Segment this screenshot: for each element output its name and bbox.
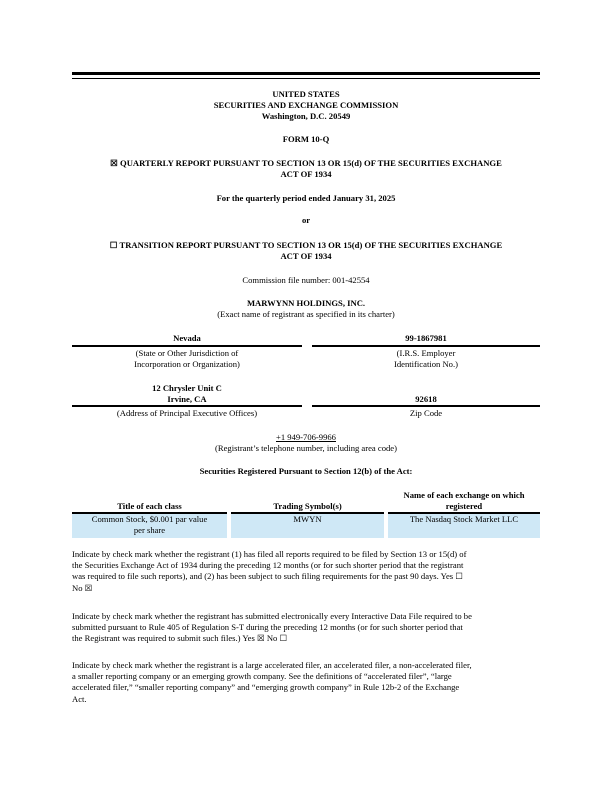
trading-symbol-cell bbox=[231, 514, 384, 538]
exchange-cell bbox=[388, 514, 540, 538]
col3-header-1: Name of each exchange on which bbox=[403, 490, 525, 500]
ein-underline bbox=[312, 345, 540, 347]
top-rule-thin bbox=[72, 78, 540, 79]
address-caption: (Address of Principal Executive Offices) bbox=[116, 408, 258, 418]
quarterly-report-line: ☒ QUARTERLY REPORT PURSUANT TO SECTION 13 OR 15(d) OF THE SECURITIES EXCHANGE bbox=[110, 158, 502, 168]
ein-caption-1: (I.R.S. Employer bbox=[396, 348, 456, 358]
exchange-name: The Nasdaq Stock Market LLC bbox=[409, 514, 519, 524]
address-line-2: Irvine, CA bbox=[167, 394, 207, 404]
state-caption-2: Incorporation or Organization) bbox=[134, 359, 240, 369]
state-caption-1: (State or Other Jurisdiction of bbox=[135, 348, 239, 358]
paragraph-filing-compliance bbox=[72, 549, 542, 594]
state-underline bbox=[72, 345, 302, 347]
paragraph-line: Indicate by check mark whether the registrant is a large accelerated filer, an accelerated filer, a non-accelerated filer, bbox=[72, 660, 472, 670]
security-title-line-1: Common Stock, $0.001 par value bbox=[91, 514, 208, 524]
col1-header: Title of each class bbox=[117, 501, 182, 511]
col2-header: Trading Symbol(s) bbox=[273, 501, 342, 511]
paragraph-line: Act. bbox=[72, 693, 87, 704]
zip-caption: Zip Code bbox=[409, 408, 443, 418]
paragraph-line: submitted pursuant to Rule 405 of Regulation S-T during the preceding 12 months (or for such shorter period that bbox=[72, 622, 463, 633]
header-line-2: SECURITIES AND EXCHANGE COMMISSION bbox=[213, 100, 399, 110]
paragraph-line: Indicate by check mark whether the registrant has submitted electronically every Interactive Data File required to be bbox=[72, 611, 472, 621]
address-underline bbox=[72, 405, 302, 407]
security-title-cell bbox=[72, 514, 227, 538]
company-name: MARWYNN HOLDINGS, INC. bbox=[246, 298, 366, 308]
phone-caption: (Registrant’s telephone number, including area code) bbox=[215, 443, 397, 453]
commission-file-number: Commission file number: 001-42554 bbox=[242, 275, 370, 285]
zip-underline bbox=[312, 405, 540, 407]
paragraph-line: No ☒ bbox=[72, 582, 93, 593]
header-line-3: Washington, D.C. 20549 bbox=[261, 111, 351, 121]
phone-number-row bbox=[72, 432, 540, 443]
security-title-line-2: per share bbox=[133, 525, 166, 535]
trading-symbol: MWYN bbox=[293, 514, 322, 524]
transition-report-line-2: ACT OF 1934 bbox=[280, 251, 332, 261]
or-line: or bbox=[301, 215, 311, 225]
paragraph-line: the Securities Exchange Act of 1934 during the preceding 12 months (or for such shorter period that the registrant bbox=[72, 560, 464, 571]
quarterly-report-line-2: ACT OF 1934 bbox=[280, 169, 332, 179]
paragraph-interactive-data bbox=[72, 611, 542, 645]
paragraph-line: a smaller reporting company or an emerging growth company. See the definitions of “accelerated filer”, “large bbox=[72, 671, 452, 682]
company-name-caption: (Exact name of registrant as specified in its charter) bbox=[217, 309, 395, 319]
phone-number: +1 949-706-9966 bbox=[276, 432, 336, 442]
securities-table-row bbox=[72, 514, 540, 538]
state-value: Nevada bbox=[173, 333, 201, 343]
paragraph-line: accelerated filer,” “smaller reporting company” and “emerging growth company” in Rule 12b-2 of the Exchange bbox=[72, 682, 460, 693]
ein-caption-2: Identification No.) bbox=[394, 359, 458, 369]
securities-heading: Securities Registered Pursuant to Section 12(b) of the Act: bbox=[199, 466, 413, 476]
ein-value: 99-1867981 bbox=[405, 333, 447, 343]
transition-report-line: ☐ TRANSITION REPORT PURSUANT TO SECTION 13 OR 15(d) OF THE SECURITIES EXCHANGE bbox=[109, 240, 503, 250]
top-rule-thick bbox=[72, 72, 540, 75]
zip-value: 92618 bbox=[415, 394, 437, 404]
paragraph-line: was required to file such reports), and (2) has been subject to such filing requirements for the past 90 days. Yes ☐ bbox=[72, 571, 463, 582]
period-line: For the quarterly period ended January 31, 2025 bbox=[216, 193, 396, 203]
form-title: FORM 10-Q bbox=[282, 134, 330, 144]
address-line-1: 12 Chrysler Unit C bbox=[152, 383, 222, 393]
paragraph-line: Indicate by check mark whether the registrant (1) has filed all reports required to be filed by Section 13 or 15(d) of bbox=[72, 549, 467, 559]
header-line-1: UNITED STATES bbox=[272, 89, 340, 99]
paragraph-line: the Registrant was required to submit such files.) Yes ☒ No ☐ bbox=[72, 633, 288, 644]
paragraph-filer-status bbox=[72, 660, 542, 705]
col3-header-2: registered bbox=[445, 501, 483, 511]
